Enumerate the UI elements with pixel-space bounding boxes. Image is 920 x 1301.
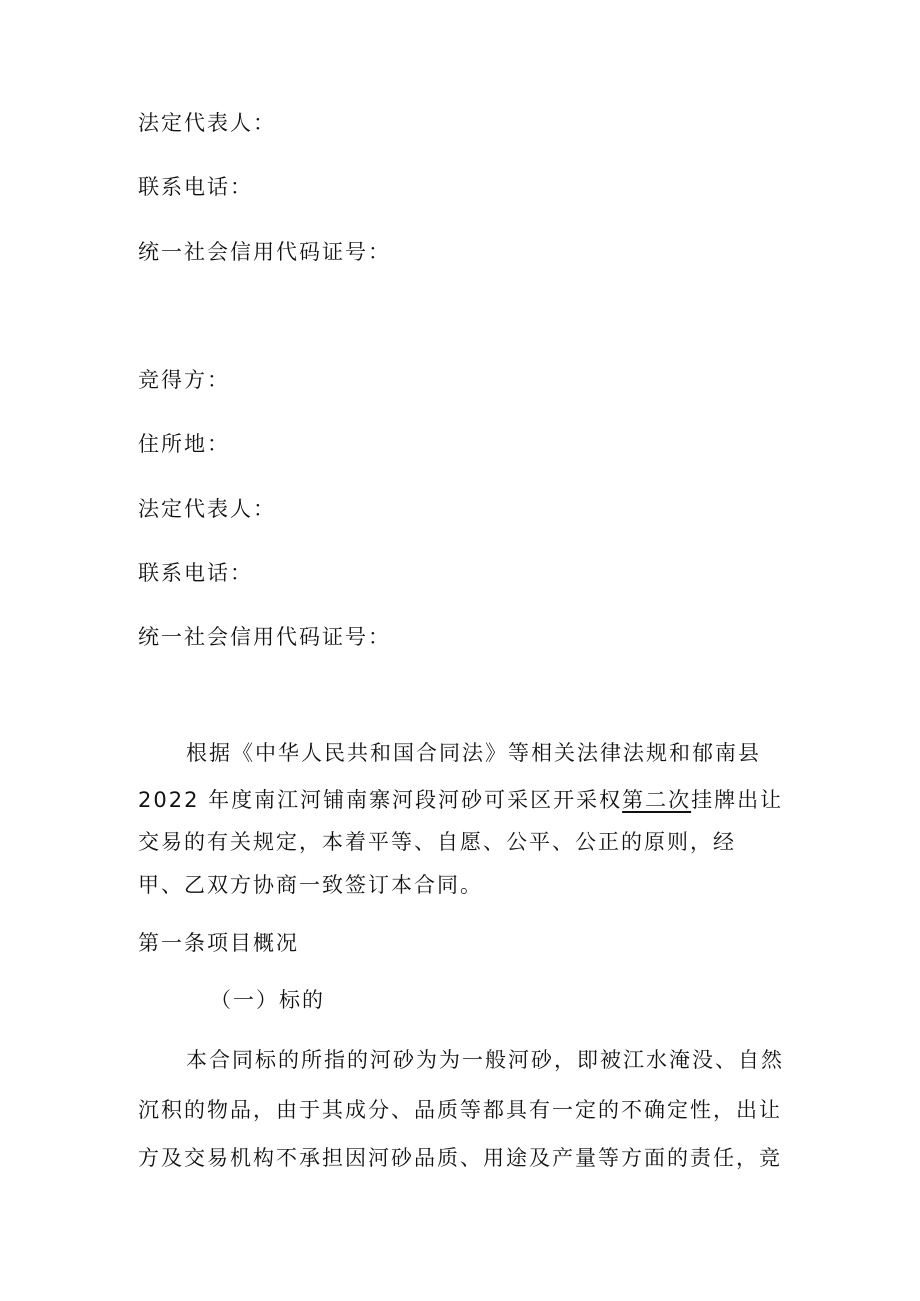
party-a-legal-rep-label: 法定代表人：: [138, 111, 276, 135]
preamble-line-3: 交易的有关规定，本着平等、自愿、公平、公正的原则，经: [138, 830, 736, 854]
article-1-paragraph-line-1: 本合同标的所指的河砂为为一般河砂，即被江水淹没、自然: [186, 1048, 784, 1072]
party-a-phone-label: 联系电话：: [138, 175, 253, 199]
article-1-heading: 第一条项目概况: [138, 931, 299, 955]
party-b-phone-label: 联系电话：: [138, 561, 253, 585]
preamble-line-2-prefix: 2022 年度南江河铺南寨河段河砂可采区开采权: [138, 788, 623, 812]
article-1-paragraph-line-3: 方及交易机构不承担因河砂品质、用途及产量等方面的责任，竞: [138, 1146, 782, 1170]
preamble-underlined-round: 第二次: [622, 788, 692, 812]
party-b-title: 竞得方：: [138, 368, 230, 392]
article-1-subheading: （一）标的: [210, 988, 325, 1012]
party-b-credit-code-label: 统一社会信用代码证号：: [138, 625, 391, 649]
preamble-line-2: [138, 785, 783, 815]
party-b-address-label: 住所地：: [138, 432, 230, 456]
party-b-legal-rep-label: 法定代表人：: [138, 497, 276, 521]
party-a-credit-code-label: 统一社会信用代码证号：: [138, 240, 391, 264]
preamble-line-1: 根据《中华人民共和国合同法》等相关法律法规和郁南县: [186, 741, 761, 765]
preamble-line-2-suffix: 挂牌出让: [691, 788, 784, 812]
preamble-line-4: 甲、乙双方协商一致签订本合同。: [138, 873, 483, 897]
article-1-paragraph-line-2: 沉积的物品，由于其成分、品质等都具有一定的不确定性，出让: [138, 1098, 782, 1122]
